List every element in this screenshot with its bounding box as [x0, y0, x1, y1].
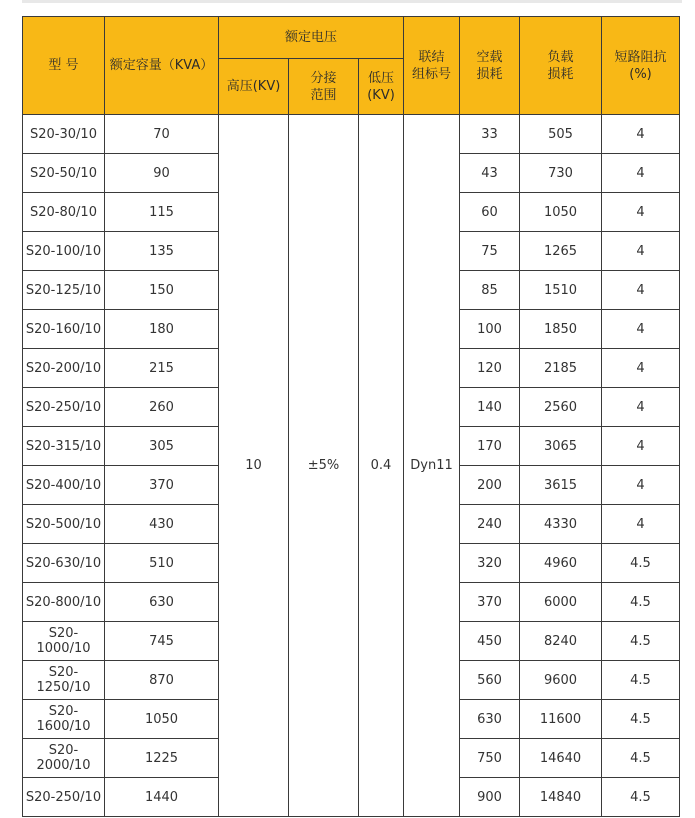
cell-low-voltage: 0.4 — [359, 115, 404, 817]
top-strip-line — [22, 0, 682, 3]
cell-load-loss: 9600 — [520, 661, 602, 700]
cell-model: S20-500/10 — [23, 505, 105, 544]
cell-model: S20-1600/10 — [23, 700, 105, 739]
cell-capacity: 370 — [105, 466, 219, 505]
header-rated-voltage-label: 额定电压 — [284, 30, 337, 45]
header-impedance-line1: 短路阻抗 — [614, 49, 667, 65]
cell-model: S20-100/10 — [23, 232, 105, 271]
cell-impedance: 4 — [602, 115, 680, 154]
cell-model: S20-2000/10 — [23, 739, 105, 778]
cell-model: S20-80/10 — [23, 193, 105, 232]
cell-load-loss: 730 — [520, 154, 602, 193]
cell-impedance: 4 — [602, 310, 680, 349]
header-connection-line2: 组标号 — [411, 66, 451, 82]
cell-no-load-loss: 100 — [460, 310, 520, 349]
cell-impedance: 4.5 — [602, 778, 680, 817]
cell-model: S20-50/10 — [23, 154, 105, 193]
cell-high-voltage: 10 — [219, 115, 289, 817]
cell-load-loss: 4330 — [520, 505, 602, 544]
header-tap-range — [289, 59, 359, 115]
cell-capacity: 510 — [105, 544, 219, 583]
cell-impedance: 4.5 — [602, 700, 680, 739]
top-strip — [0, 0, 695, 8]
cell-capacity: 745 — [105, 622, 219, 661]
cell-no-load-loss: 320 — [460, 544, 520, 583]
header-model-label: 型 号 — [48, 58, 79, 73]
table-row — [23, 115, 680, 154]
cell-no-load-loss: 140 — [460, 388, 520, 427]
cell-capacity: 1050 — [105, 700, 219, 739]
cell-model: S20-160/10 — [23, 310, 105, 349]
cell-no-load-loss: 630 — [460, 700, 520, 739]
header-connection — [404, 17, 460, 115]
cell-load-loss: 1265 — [520, 232, 602, 271]
cell-capacity: 430 — [105, 505, 219, 544]
cell-impedance: 4 — [602, 193, 680, 232]
cell-model: S20-400/10 — [23, 466, 105, 505]
cell-impedance: 4 — [602, 466, 680, 505]
header-high-voltage-label: 高压(KV) — [226, 79, 281, 94]
cell-capacity: 870 — [105, 661, 219, 700]
cell-load-loss: 2560 — [520, 388, 602, 427]
cell-capacity: 1225 — [105, 739, 219, 778]
header-no-load-loss — [460, 17, 520, 115]
header-impedance-line2: (%) — [629, 66, 652, 82]
cell-model: S20-125/10 — [23, 271, 105, 310]
cell-impedance: 4.5 — [602, 544, 680, 583]
cell-capacity: 215 — [105, 349, 219, 388]
cell-capacity: 260 — [105, 388, 219, 427]
header-high-voltage — [219, 59, 289, 115]
header-impedance — [602, 17, 680, 115]
cell-no-load-loss: 560 — [460, 661, 520, 700]
cell-impedance: 4 — [602, 505, 680, 544]
cell-impedance: 4 — [602, 271, 680, 310]
header-tap-range-line2: 范围 — [310, 87, 337, 103]
cell-no-load-loss: 60 — [460, 193, 520, 232]
cell-capacity: 150 — [105, 271, 219, 310]
cell-load-loss: 3065 — [520, 427, 602, 466]
cell-capacity: 180 — [105, 310, 219, 349]
cell-impedance: 4.5 — [602, 661, 680, 700]
cell-model: S20-630/10 — [23, 544, 105, 583]
cell-no-load-loss: 200 — [460, 466, 520, 505]
header-connection-line1: 联结 — [418, 49, 445, 65]
cell-impedance: 4 — [602, 154, 680, 193]
cell-load-loss: 1050 — [520, 193, 602, 232]
cell-model: S20-250/10 — [23, 388, 105, 427]
cell-connection: Dyn11 — [404, 115, 460, 817]
cell-load-loss: 8240 — [520, 622, 602, 661]
cell-load-loss: 3615 — [520, 466, 602, 505]
header-no-load-loss-line1: 空载 — [476, 49, 503, 65]
cell-model: S20-800/10 — [23, 583, 105, 622]
header-low-voltage — [359, 59, 404, 115]
cell-capacity: 305 — [105, 427, 219, 466]
cell-load-loss: 4960 — [520, 544, 602, 583]
cell-no-load-loss: 75 — [460, 232, 520, 271]
cell-capacity: 70 — [105, 115, 219, 154]
cell-no-load-loss: 120 — [460, 349, 520, 388]
header-load-loss-line1: 负载 — [547, 49, 574, 65]
cell-impedance: 4 — [602, 232, 680, 271]
cell-model: S20-1250/10 — [23, 661, 105, 700]
cell-model: S20-200/10 — [23, 349, 105, 388]
cell-model: S20-315/10 — [23, 427, 105, 466]
cell-no-load-loss: 85 — [460, 271, 520, 310]
cell-capacity: 630 — [105, 583, 219, 622]
header-tap-range-line1: 分接 — [310, 70, 337, 86]
cell-load-loss: 2185 — [520, 349, 602, 388]
cell-no-load-loss: 240 — [460, 505, 520, 544]
header-load-loss — [520, 17, 602, 115]
header-low-voltage-line1: 低压 — [367, 70, 394, 86]
cell-capacity: 1440 — [105, 778, 219, 817]
cell-load-loss: 14840 — [520, 778, 602, 817]
cell-model: S20-250/10 — [23, 778, 105, 817]
cell-impedance: 4.5 — [602, 739, 680, 778]
cell-load-loss: 1510 — [520, 271, 602, 310]
cell-load-loss: 1850 — [520, 310, 602, 349]
cell-load-loss: 505 — [520, 115, 602, 154]
cell-no-load-loss: 450 — [460, 622, 520, 661]
cell-impedance: 4 — [602, 349, 680, 388]
cell-impedance: 4 — [602, 388, 680, 427]
header-rated-voltage — [219, 17, 404, 59]
cell-capacity: 135 — [105, 232, 219, 271]
header-load-loss-line2: 损耗 — [547, 66, 574, 82]
header-no-load-loss-line2: 损耗 — [476, 66, 503, 82]
cell-no-load-loss: 33 — [460, 115, 520, 154]
cell-no-load-loss: 43 — [460, 154, 520, 193]
cell-impedance: 4 — [602, 427, 680, 466]
cell-no-load-loss: 900 — [460, 778, 520, 817]
cell-load-loss: 14640 — [520, 739, 602, 778]
cell-model: S20-1000/10 — [23, 622, 105, 661]
cell-model: S20-30/10 — [23, 115, 105, 154]
transformer-spec-table — [22, 16, 680, 817]
cell-no-load-loss: 170 — [460, 427, 520, 466]
cell-no-load-loss: 750 — [460, 739, 520, 778]
header-capacity-label: 额定容量（KVA） — [109, 58, 214, 73]
cell-load-loss: 11600 — [520, 700, 602, 739]
cell-load-loss: 6000 — [520, 583, 602, 622]
header-low-voltage-line2: (KV) — [367, 87, 395, 103]
cell-tap-range: ±5% — [289, 115, 359, 817]
header-capacity — [105, 17, 219, 115]
table-body — [23, 115, 680, 817]
cell-impedance: 4.5 — [602, 622, 680, 661]
cell-impedance: 4.5 — [602, 583, 680, 622]
header-model — [23, 17, 105, 115]
cell-capacity: 90 — [105, 154, 219, 193]
cell-no-load-loss: 370 — [460, 583, 520, 622]
cell-capacity: 115 — [105, 193, 219, 232]
